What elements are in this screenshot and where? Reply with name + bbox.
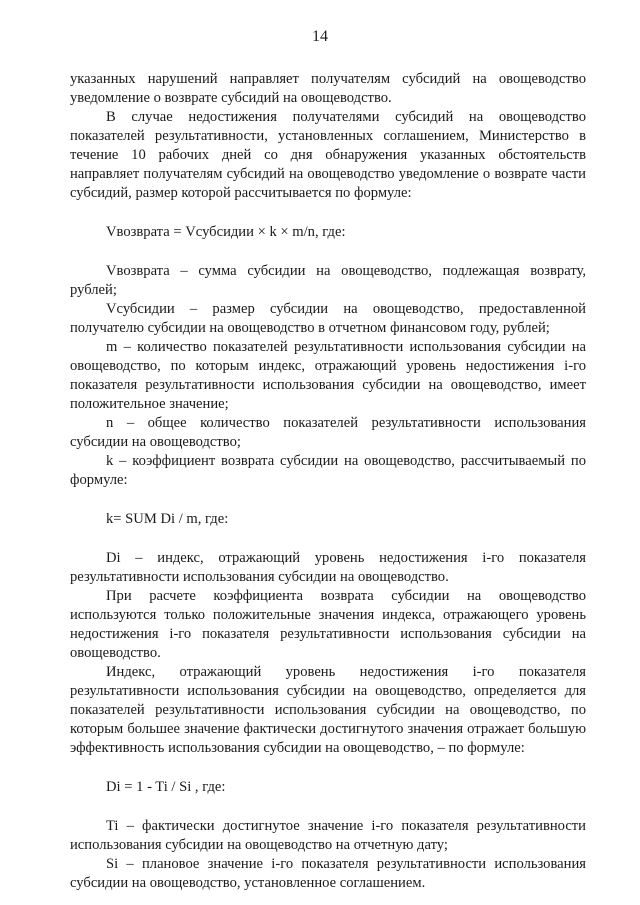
formula-refund-amount: Vвозврата = Vсубсидии × k × m/n, где: (106, 224, 346, 240)
definition-di: Di – индекс, отражающий уровень недостижения i-го показателя результативности использования субсидии на овощеводство. (70, 550, 586, 585)
definition-si: Si – плановое значение i-го показателя результативности использования субсидии на овощеводство, установленное соглашением. (70, 856, 586, 891)
definition-v-refund: Vвозврата – сумма субсидии на овощеводство, подлежащая возврату, рублей; (70, 263, 586, 298)
definition-m: m – количество показателей результативности использования субсидии на овощеводство, по которым индекс, отражающий уровень недостижения i-го показателя результативности использования субсидии на овощеводство, имеет положительное значение; (70, 339, 586, 412)
paragraph-refund-notice: В случае недостижения получателями субсидий на овощеводство показателей результативности, установленных соглашением, Министерство в течение 10 рабочих дней со дня обнаружения указанных обстоятельств направляет получателям субсидий на овощеводство уведомление о возврате части субсидий, размер которой рассчитывается по формуле: (70, 109, 586, 201)
definition-v-subsidy: Vсубсидии – размер субсидии на овощеводство, предоставленной получателю субсидии на овощеводство в отчетном финансовом году, рублей; (70, 301, 586, 336)
definition-n: n – общее количество показателей результативности использования субсидии на овощеводство; (70, 415, 586, 450)
document-body (70, 70, 586, 893)
formula-k: k= SUM Di / m, где: (106, 511, 229, 527)
paragraph-index-determination: Индекс, отражающий уровень недостижения i-го показателя результативности использования субсидии на овощеводство, определяется для показателей результативности использования субсидии на овощеводство, по которым большее значение фактически достигнутого значения отражает большую эффективность использования субсидии на овощеводство, – по формуле: (70, 664, 586, 756)
paragraph-positive-values: При расчете коэффициента возврата субсидии на овощеводство используются только положительные значения индекса, отражающего уровень недостижения i-го показателя результативности использования субсидии на овощеводство. (70, 588, 586, 661)
definition-ti: Ti – фактически достигнутое значение i-го показателя результативности использования субсидии на овощеводство на отчетную дату; (70, 818, 586, 853)
page-number: 14 (312, 28, 328, 45)
definition-k: k – коэффициент возврата субсидии на овощеводство, рассчитываемый по формуле: (70, 453, 586, 488)
paragraph-continuation: указанных нарушений направляет получателям субсидий на овощеводство уведомление о возврате субсидий на овощеводство. (70, 71, 586, 106)
formula-di: Di = 1 - Ti / Si , где: (106, 779, 226, 795)
